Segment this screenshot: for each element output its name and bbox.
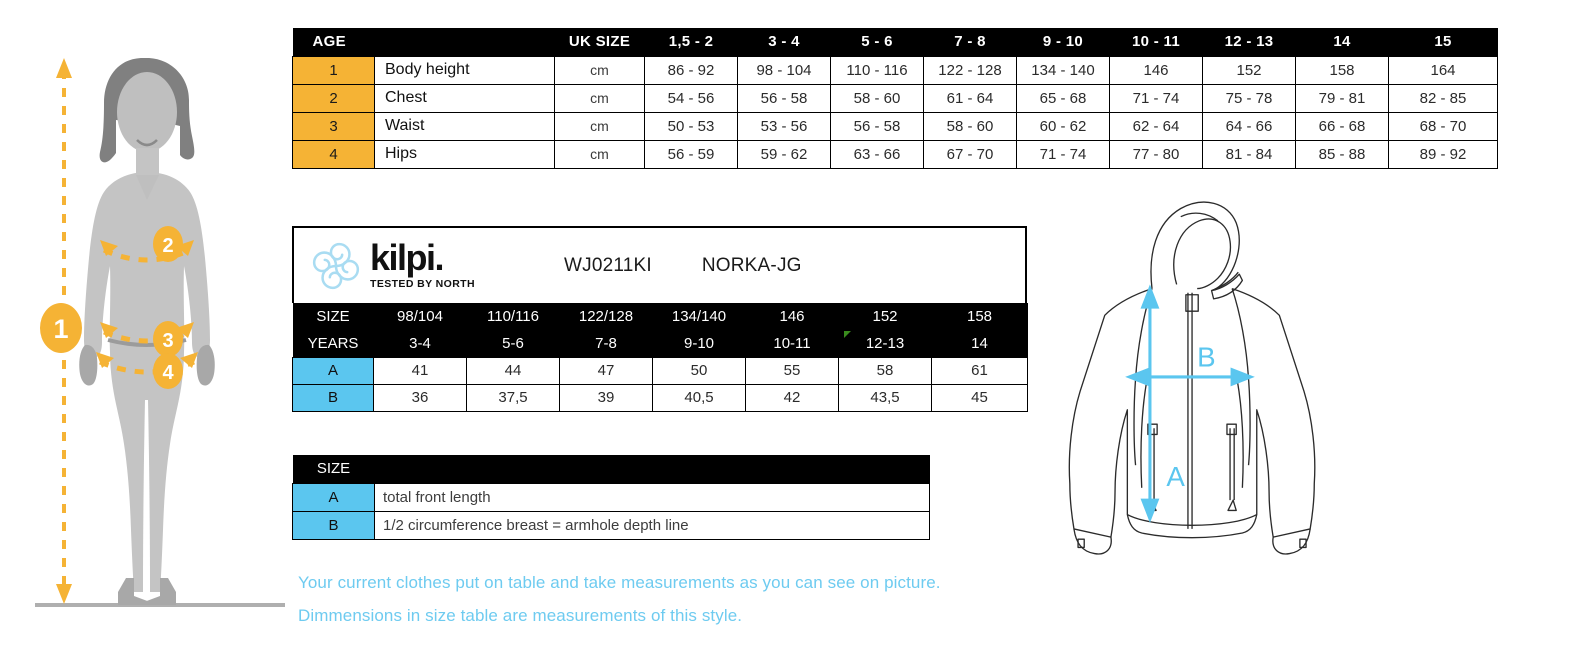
cell-value: 40,5 xyxy=(653,384,746,411)
years-value: 10-11 xyxy=(746,330,839,357)
row-unit: cm xyxy=(555,112,645,140)
legend-key: A xyxy=(293,483,375,511)
jacket-measurement-diagram xyxy=(1035,190,1345,570)
age-size-table xyxy=(292,28,1498,169)
cell-value: 85 - 88 xyxy=(1296,140,1389,168)
product-model: NORKA-JG xyxy=(701,254,802,276)
cell-value: 89 - 92 xyxy=(1389,140,1498,168)
row-label: Hips xyxy=(375,140,555,168)
body-silhouette xyxy=(79,58,215,605)
cell-value: 58 - 60 xyxy=(924,112,1017,140)
row-label: Waist xyxy=(375,112,555,140)
years-value: 5-6 xyxy=(467,330,560,357)
cell-value: 81 - 84 xyxy=(1203,140,1296,168)
header-age-7: 12 - 13 xyxy=(1203,28,1296,56)
row-label: Chest xyxy=(375,84,555,112)
cell-value: 68 - 70 xyxy=(1389,112,1498,140)
cell-value: 75 - 78 xyxy=(1203,84,1296,112)
table-row xyxy=(293,140,1498,168)
jacket-dimension-a-label: A xyxy=(1166,460,1185,492)
cell-value: 61 xyxy=(932,357,1028,384)
note-line-2: Dimmensions in size table are measurements of this style. xyxy=(298,606,743,625)
cell-value: 65 - 68 xyxy=(1017,84,1110,112)
style-measurement-table xyxy=(292,303,1028,412)
cell-value: 164 xyxy=(1389,56,1498,84)
cell-value: 41 xyxy=(374,357,467,384)
cell-value: 39 xyxy=(560,384,653,411)
cell-value: 98 - 104 xyxy=(738,56,831,84)
cell-value: 56 - 59 xyxy=(645,140,738,168)
legend-header-row xyxy=(293,455,930,483)
table-row xyxy=(293,357,1028,384)
cell-value: 152 xyxy=(1203,56,1296,84)
cell-value: 71 - 74 xyxy=(1110,84,1203,112)
legend-key: B xyxy=(293,511,375,539)
marker-badge-2 xyxy=(153,226,183,262)
size-value: 152 xyxy=(839,303,932,330)
celtic-knot-icon xyxy=(308,238,364,294)
cell-value: 58 - 60 xyxy=(831,84,924,112)
cell-value: 66 - 68 xyxy=(1296,112,1389,140)
marker-label-3: 3 xyxy=(162,330,174,352)
cell-value: 110 - 116 xyxy=(831,56,924,84)
cell-value: 36 xyxy=(374,384,467,411)
measure-arrows xyxy=(1129,289,1250,519)
size-value: 134/140 xyxy=(653,303,746,330)
cell-value: 82 - 85 xyxy=(1389,84,1498,112)
marker-badge-3 xyxy=(153,321,183,357)
legend-description: total front length xyxy=(375,483,930,511)
header-age-5: 9 - 10 xyxy=(1017,28,1110,56)
row-label: Body height xyxy=(375,56,555,84)
cell-value: 56 - 58 xyxy=(831,112,924,140)
jacket-dimension-b-label: B xyxy=(1197,341,1216,373)
marker-badge-4 xyxy=(153,353,183,389)
kilpi-logo xyxy=(294,238,509,294)
note-line-1: Your current clothes put on table and take measurements as you can see on picture. xyxy=(298,573,941,592)
years-value: 9-10 xyxy=(653,330,746,357)
row-unit: cm xyxy=(555,140,645,168)
cell-value: 50 - 53 xyxy=(645,112,738,140)
measure-key: B xyxy=(293,384,374,411)
cell-value: 37,5 xyxy=(467,384,560,411)
cell-value: 55 xyxy=(746,357,839,384)
cell-value: 42 xyxy=(746,384,839,411)
header-age-2: 3 - 4 xyxy=(738,28,831,56)
size-value: 110/116 xyxy=(467,303,560,330)
size-header-row xyxy=(293,303,1028,330)
size-value: 158 xyxy=(932,303,1028,330)
size-value: 98/104 xyxy=(374,303,467,330)
cell-value: 56 - 58 xyxy=(738,84,831,112)
female-figure-svg xyxy=(0,0,292,655)
size-value: 146 xyxy=(746,303,839,330)
years-header-row xyxy=(293,330,1028,357)
green-artifact xyxy=(844,331,851,338)
cell-value: 122 - 128 xyxy=(924,56,1017,84)
table-row xyxy=(293,84,1498,112)
legend-header-label: SIZE xyxy=(293,455,375,483)
row-number: 4 xyxy=(293,140,375,168)
table-row xyxy=(293,112,1498,140)
cell-value: 79 - 81 xyxy=(1296,84,1389,112)
product-size-block xyxy=(292,226,1027,412)
legend-table xyxy=(292,455,930,540)
legend-header-spacer xyxy=(375,455,930,483)
jacket-svg xyxy=(1035,190,1345,570)
list-item xyxy=(293,483,930,511)
marker-label-1: 1 xyxy=(53,314,69,344)
years-value: 7-8 xyxy=(560,330,653,357)
measure-key: A xyxy=(293,357,374,384)
header-age-4: 7 - 8 xyxy=(924,28,1017,56)
header-age-8: 14 xyxy=(1296,28,1389,56)
cell-value: 134 - 140 xyxy=(1017,56,1110,84)
cell-value: 59 - 62 xyxy=(738,140,831,168)
age-table-header-row xyxy=(293,28,1498,56)
years-value: 3-4 xyxy=(374,330,467,357)
product-header xyxy=(292,226,1027,303)
marker-label-2: 2 xyxy=(162,235,174,257)
cell-value: 158 xyxy=(1296,56,1389,84)
cell-value: 71 - 74 xyxy=(1017,140,1110,168)
cell-value: 58 xyxy=(839,357,932,384)
header-age-9: 15 xyxy=(1389,28,1498,56)
cell-value: 62 - 64 xyxy=(1110,112,1203,140)
header-age-6: 10 - 11 xyxy=(1110,28,1203,56)
header-age-3: 5 - 6 xyxy=(831,28,924,56)
cell-value: 86 - 92 xyxy=(645,56,738,84)
cell-value: 43,5 xyxy=(839,384,932,411)
years-value: 14 xyxy=(932,330,1028,357)
row-unit: cm xyxy=(555,56,645,84)
brand-name: kilpi. xyxy=(370,237,444,279)
size-label: SIZE xyxy=(293,303,374,330)
row-unit: cm xyxy=(555,84,645,112)
years-label: YEARS xyxy=(293,330,374,357)
legend-description: 1/2 circumference breast = armhole depth line xyxy=(375,511,930,539)
cell-value: 47 xyxy=(560,357,653,384)
cell-value: 60 - 62 xyxy=(1017,112,1110,140)
header-age: AGE xyxy=(293,28,555,56)
cell-value: 45 xyxy=(932,384,1028,411)
header-uk-size: UK SIZE xyxy=(555,28,645,56)
table-row xyxy=(293,56,1498,84)
marker-label-4: 4 xyxy=(162,362,174,384)
cell-value: 63 - 66 xyxy=(831,140,924,168)
row-number: 3 xyxy=(293,112,375,140)
brand-tagline: TESTED BY NORTH xyxy=(370,277,475,290)
cell-value: 50 xyxy=(653,357,746,384)
row-number: 1 xyxy=(293,56,375,84)
cell-value: 53 - 56 xyxy=(738,112,831,140)
product-code: WJ0211KI xyxy=(564,254,652,276)
table-row xyxy=(293,384,1028,411)
cell-value: 77 - 80 xyxy=(1110,140,1203,168)
cell-value: 61 - 64 xyxy=(924,84,1017,112)
cell-value: 54 - 56 xyxy=(645,84,738,112)
header-age-1: 1,5 - 2 xyxy=(645,28,738,56)
cell-value: 44 xyxy=(467,357,560,384)
cell-value: 146 xyxy=(1110,56,1203,84)
size-value: 122/128 xyxy=(560,303,653,330)
cell-value: 67 - 70 xyxy=(924,140,1017,168)
body-measurement-diagram xyxy=(0,0,292,655)
list-item xyxy=(293,511,930,539)
cell-value: 64 - 66 xyxy=(1203,112,1296,140)
years-value: 12-13 xyxy=(839,330,932,357)
row-number: 2 xyxy=(293,84,375,112)
footer-notes xyxy=(298,573,941,639)
marker-badge-1 xyxy=(40,303,82,353)
